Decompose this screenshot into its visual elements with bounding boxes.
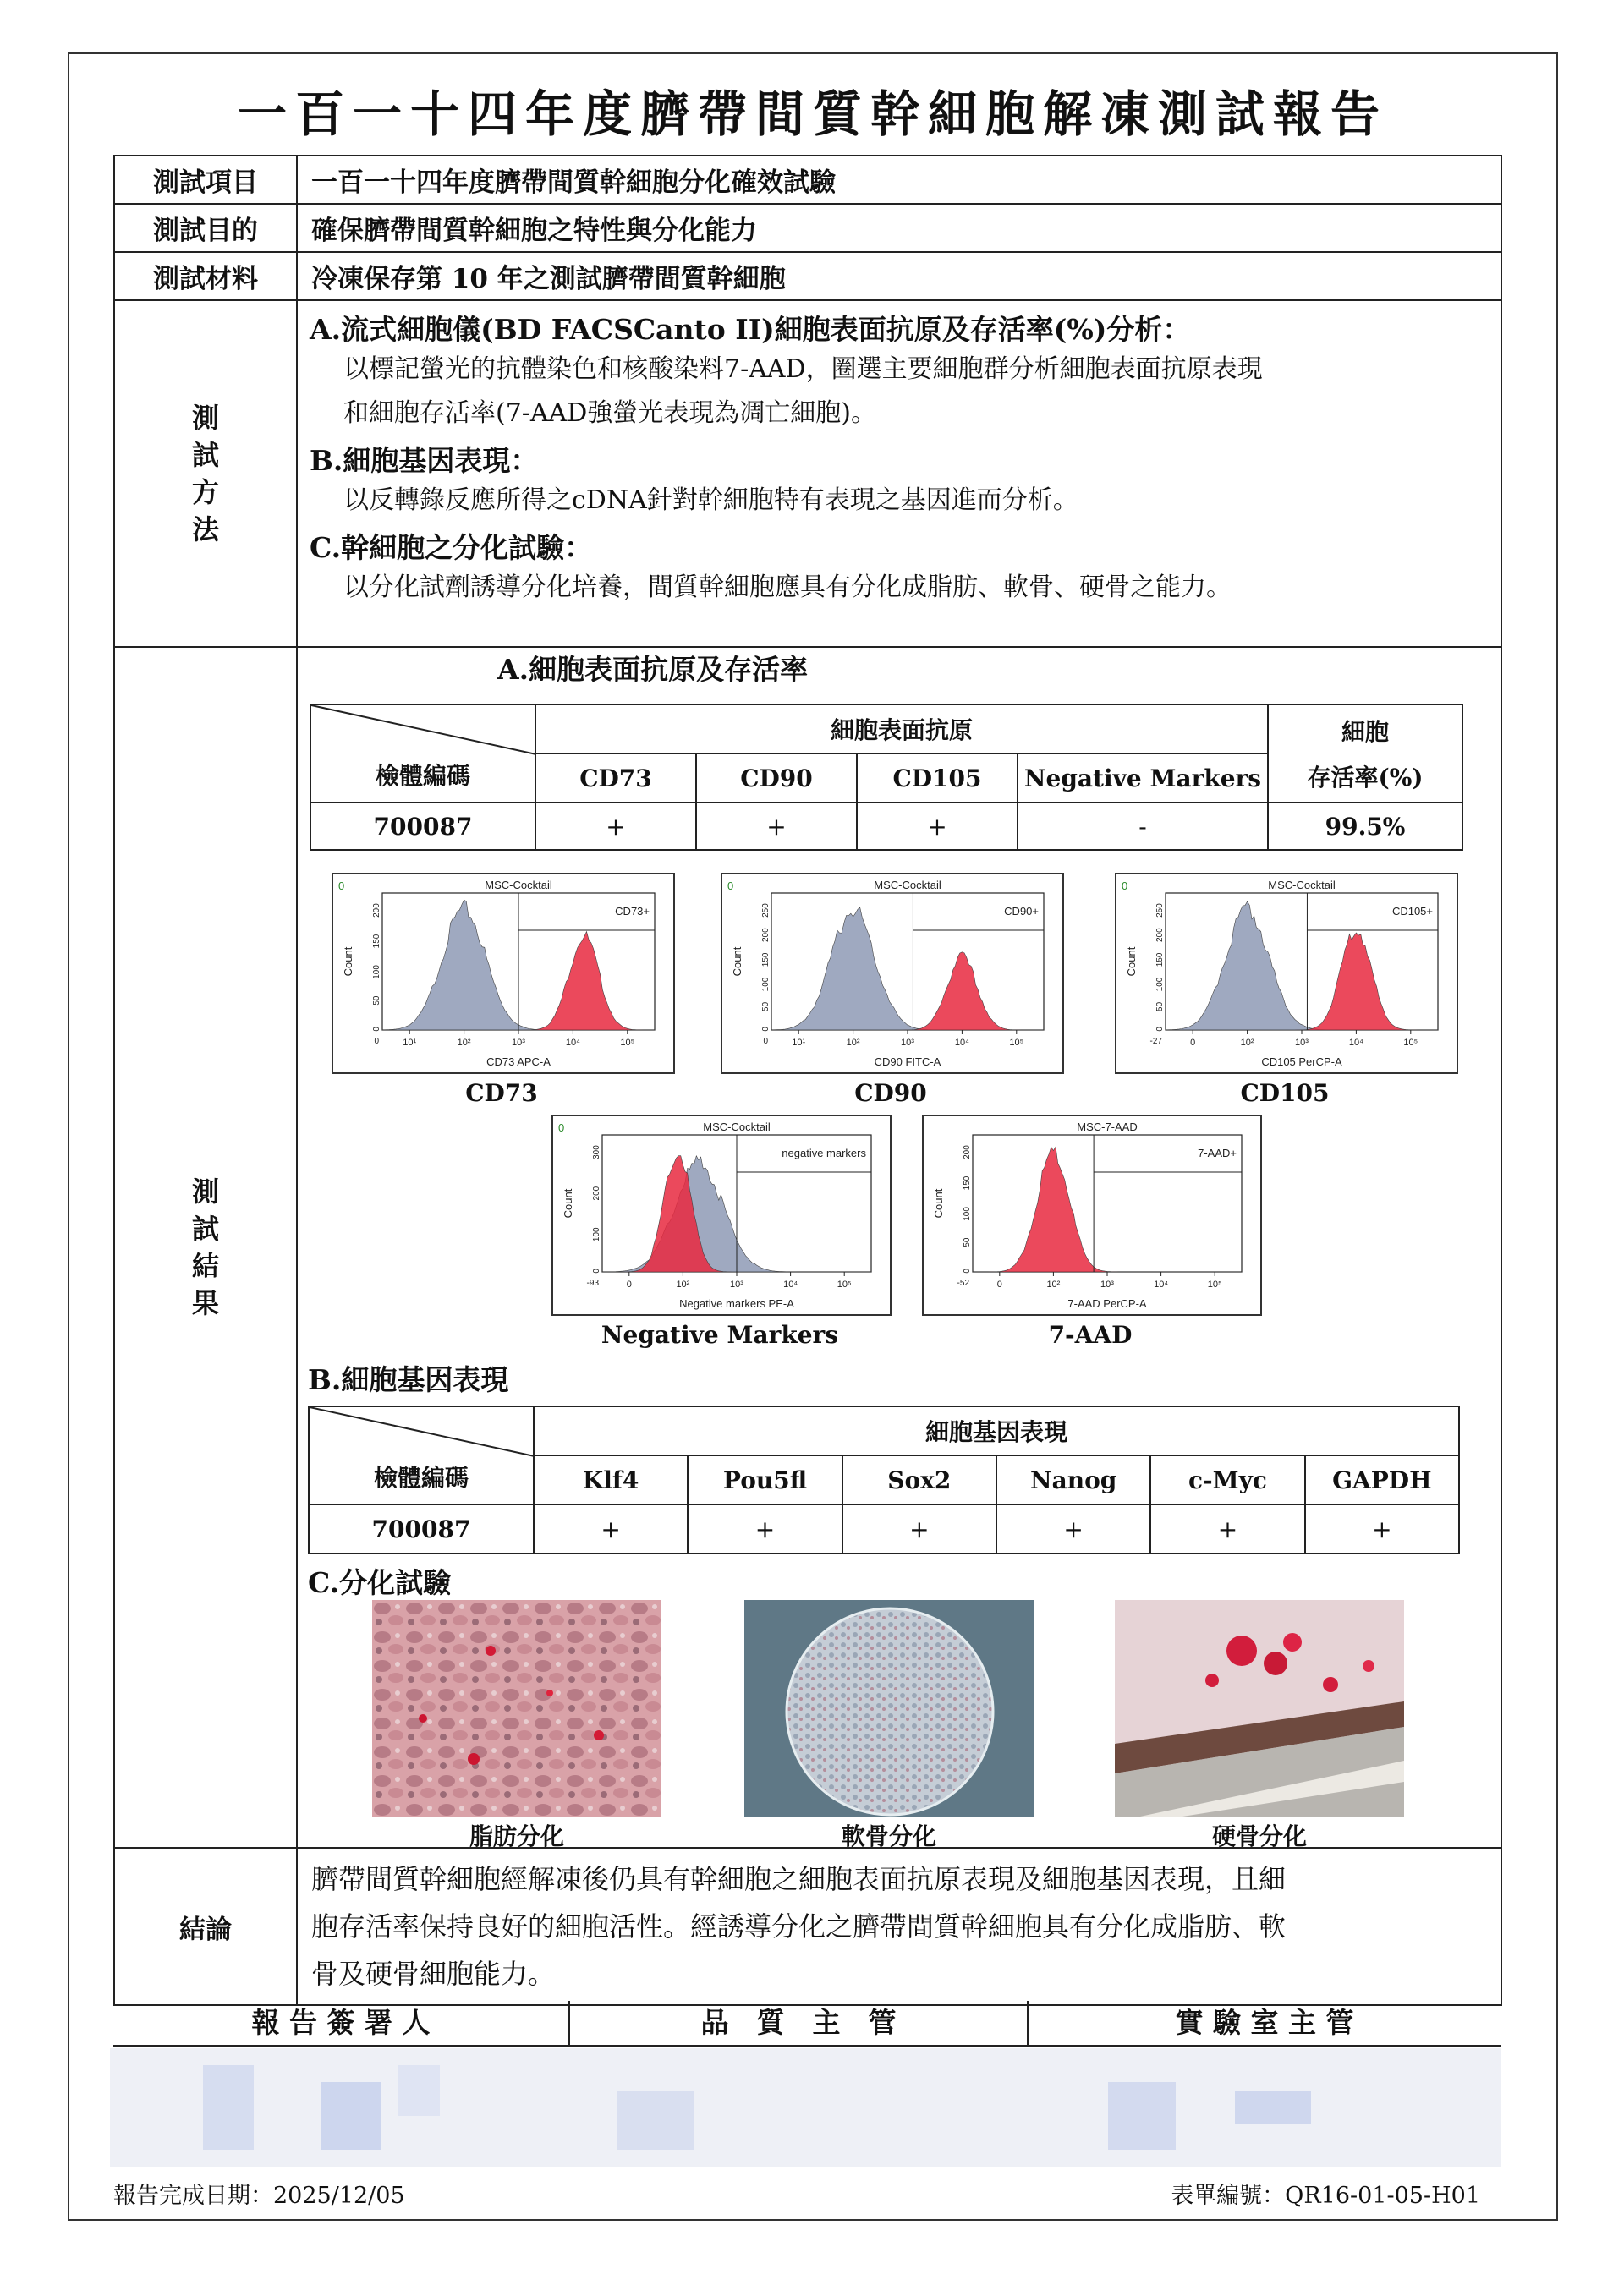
surface-group-header: 細胞表面抗原 — [535, 704, 1268, 753]
method-c-title: C.幹細胞之分化試驗： — [310, 531, 593, 564]
adipogenic-caption: 脂肪分化 — [469, 1822, 564, 1850]
surface-val-cd73: + — [535, 803, 696, 850]
histogram-svg — [553, 1116, 890, 1314]
conclusion-line-2: 胞存活率保持良好的細胞活性。經誘導分化之臍帶間質幹細胞具有分化成脂肪、軟 — [311, 1910, 1287, 1943]
report-title: 一百一十四年度臍帶間質幹細胞解凍測試報告 — [237, 85, 1388, 143]
x-tick-label: 10¹ — [403, 1038, 417, 1048]
positive-histogram — [973, 1147, 1242, 1272]
y-tick-label: 0 — [372, 1027, 381, 1032]
method-c-text: 以分化試劑誘導分化培養，間質幹細胞應具有分化成脂肪、軟骨、硬骨之能力。 — [343, 573, 1232, 602]
x-tick-label: 10² — [846, 1038, 860, 1048]
method-b-text: 以反轉錄反應所得之cDNA針對幹細胞特有表現之基因進而分析。 — [343, 485, 1078, 515]
isotype-histogram — [1166, 901, 1438, 1030]
plot-title: MSC-Cocktail — [485, 879, 552, 891]
histogram-negative-markers — [551, 1115, 892, 1316]
vertical-label-char: 果 — [191, 1287, 219, 1319]
viability-value: 99.5% — [1268, 803, 1462, 850]
corner-label: 0 — [338, 879, 345, 892]
viability-header — [1268, 704, 1462, 803]
vertical-label-char: 結 — [191, 1250, 219, 1282]
histogram-7-aad — [922, 1115, 1262, 1316]
redacted-signatures — [110, 2048, 1501, 2167]
gate-label: CD90+ — [1004, 905, 1039, 918]
plot-caption: CD105 — [1240, 1079, 1330, 1107]
y-tick-label: 200 — [1155, 928, 1165, 943]
gene-col-sox2: Sox2 — [842, 1455, 996, 1504]
surface-col-negative: Negative Markers — [1018, 753, 1268, 803]
y-tick-label: 50 — [963, 1237, 972, 1247]
gene-id-header: 檢體編碼 — [373, 1464, 469, 1492]
x-tick-label: 10³ — [730, 1280, 743, 1290]
test-item-value: 一百一十四年度臍帶間質幹細胞分化確效試驗 — [297, 156, 1501, 204]
redaction-block — [1108, 2082, 1176, 2150]
adipogenic-image — [372, 1600, 661, 1817]
surface-col-cd105: CD105 — [857, 753, 1018, 803]
y-tick-label: 150 — [1155, 952, 1165, 967]
histogram-svg — [1116, 874, 1457, 1072]
conclusion-line-3: 骨及硬骨細胞能力。 — [311, 1958, 556, 1990]
y-tick-label: 150 — [963, 1175, 972, 1191]
x-tick-label: 10² — [457, 1038, 471, 1048]
gene-val-pou5fl: + — [688, 1504, 842, 1553]
x-axis-label: CD105 PerCP-A — [1261, 1055, 1342, 1068]
test-material-value: 冷凍保存第 10 年之測試臍帶間質幹細胞 — [297, 252, 1501, 300]
surface-col-cd90: CD90 — [696, 753, 857, 803]
report-date: 報告完成日期：2025/12/05 — [113, 2183, 405, 2209]
results-label — [115, 1173, 296, 1322]
surface-val-cd90: + — [696, 803, 857, 850]
redaction-block — [617, 2091, 694, 2150]
test-purpose-label: 測試目的 — [114, 204, 297, 252]
vertical-label-char: 方 — [191, 476, 219, 508]
results-label-cell — [114, 647, 297, 1848]
gate-label: negative markers — [782, 1147, 866, 1159]
y-tick-label: 0 — [1155, 1027, 1165, 1032]
x-tick-label: 10⁴ — [1348, 1038, 1363, 1048]
method-label — [115, 399, 296, 548]
surface-val-cd105: + — [857, 803, 1018, 850]
y-tick-label: 150 — [372, 934, 381, 949]
redaction-block — [321, 2082, 381, 2150]
gene-col-klf4: Klf4 — [534, 1455, 688, 1504]
x-tick-label: 10⁵ — [1403, 1038, 1418, 1048]
x-tick-label: 10³ — [1295, 1038, 1309, 1048]
gene-col-pou5fl: Pou5fl — [688, 1455, 842, 1504]
x-min-label: -93 — [586, 1279, 599, 1288]
gene-diag-header — [309, 1406, 534, 1504]
plot-caption: Negative Markers — [601, 1321, 839, 1349]
surface-sample-id: 700087 — [310, 803, 535, 850]
plot-title: MSC-Cocktail — [874, 879, 941, 891]
x-min-label: 0 — [763, 1037, 768, 1046]
gate-label: CD105+ — [1391, 905, 1433, 918]
adipogenic-micrograph — [372, 1600, 661, 1817]
gene-val-klf4: + — [534, 1504, 688, 1553]
y-tick-label: 300 — [592, 1145, 601, 1159]
gene-col-nanog: Nanog — [996, 1455, 1150, 1504]
x-tick-label: 10³ — [512, 1038, 525, 1048]
y-tick-label: 100 — [1155, 977, 1165, 992]
conclusion-label: 結論 — [114, 1848, 297, 2005]
x-tick-label: 10² — [1240, 1038, 1254, 1048]
plot-title: MSC-Cocktail — [703, 1121, 771, 1133]
x-tick-label: 0 — [1190, 1038, 1196, 1048]
results-a-title: A.細胞表面抗原及存活率 — [497, 653, 809, 686]
x-axis-label: CD73 APC-A — [486, 1055, 551, 1068]
x-tick-label: 0 — [996, 1280, 1002, 1290]
y-tick-label: 50 — [372, 995, 381, 1006]
conclusion-content — [297, 1848, 1501, 2005]
conclusion-line-1: 臍帶間質幹細胞經解凍後仍具有幹細胞之細胞表面抗原表現及細胞基因表現，且細 — [311, 1863, 1287, 1895]
gene-table — [308, 1406, 1460, 1554]
gene-val-cmyc: + — [1150, 1504, 1304, 1553]
surface-diag-header — [310, 704, 535, 803]
vertical-label-char: 試 — [191, 439, 219, 471]
results-b-title: B.細胞基因表現 — [308, 1363, 509, 1396]
y-axis-label: Count — [342, 946, 354, 977]
histogram-svg — [722, 874, 1062, 1072]
viability-header-1: 細胞 — [1341, 718, 1390, 746]
plot-caption: 7-AAD — [1048, 1321, 1133, 1349]
x-min-label: -27 — [1149, 1037, 1162, 1046]
histogram-cd73 — [332, 873, 675, 1074]
quality-manager-header: 品 質 主 管 — [570, 2001, 1029, 2045]
y-tick-label: 50 — [1155, 1001, 1165, 1011]
test-material-label: 測試材料 — [114, 252, 297, 300]
method-label-cell — [114, 300, 297, 647]
x-tick-label: 10⁵ — [620, 1038, 635, 1048]
osteogenic-micrograph — [1115, 1600, 1404, 1817]
y-tick-label: 100 — [592, 1227, 601, 1242]
y-tick-label: 200 — [963, 1145, 972, 1159]
corner-label: 0 — [727, 879, 734, 892]
chondrogenic-micrograph — [744, 1600, 1034, 1817]
redaction-block — [398, 2065, 440, 2116]
x-tick-label: 10⁴ — [565, 1038, 580, 1048]
surface-antigen-table — [310, 704, 1463, 851]
viability-header-2: 存活率(%) — [1307, 764, 1424, 792]
method-a-title: A.流式細胞儀(BD FACSCanto II)細胞表面抗原及存活率(%)分析： — [310, 313, 1191, 346]
y-axis-label: Count — [731, 946, 743, 977]
gene-group-header: 細胞基因表現 — [534, 1406, 1459, 1455]
vertical-label-char: 法 — [191, 513, 219, 545]
x-axis-label: 7-AAD PerCP-A — [1067, 1297, 1147, 1310]
y-tick-label: 200 — [592, 1186, 601, 1201]
x-tick-label: 0 — [626, 1280, 632, 1290]
test-item-label: 測試項目 — [114, 156, 297, 204]
x-tick-label: 10⁵ — [837, 1280, 852, 1290]
x-tick-label: 10¹ — [792, 1038, 806, 1048]
corner-label: 0 — [1122, 879, 1128, 892]
gene-val-gapdh: + — [1305, 1504, 1459, 1553]
method-a-text-1: 以標記螢光的抗體染色和核酸染料7-AAD，圈選主要細胞群分析細胞表面抗原表現 — [343, 354, 1263, 384]
surface-val-negative: - — [1018, 803, 1268, 850]
vertical-label-char: 試 — [191, 1213, 219, 1245]
y-tick-label: 150 — [761, 952, 771, 967]
surface-id-header: 檢體編碼 — [375, 762, 470, 790]
y-tick-label: 250 — [761, 903, 771, 918]
x-tick-label: 10² — [1046, 1280, 1061, 1290]
x-axis-label: CD90 FITC-A — [874, 1055, 941, 1068]
plot-caption: CD90 — [854, 1079, 927, 1107]
method-content — [297, 300, 1501, 647]
vertical-label-char: 測 — [191, 402, 219, 434]
chondrogenic-caption: 軟骨分化 — [841, 1822, 936, 1850]
y-tick-label: 0 — [592, 1269, 601, 1274]
corner-label: 0 — [558, 1121, 565, 1134]
chondrogenic-image — [744, 1600, 1034, 1817]
histogram-svg — [333, 874, 673, 1072]
y-axis-label: Count — [932, 1188, 945, 1219]
x-tick-label: 10⁵ — [1009, 1038, 1024, 1048]
x-axis-label: Negative markers PE-A — [679, 1297, 794, 1310]
gene-val-sox2: + — [842, 1504, 996, 1553]
x-tick-label: 10⁴ — [954, 1038, 969, 1048]
x-min-label: -52 — [957, 1279, 969, 1288]
report-signer-header: 報 告 簽 署 人 — [113, 2001, 570, 2045]
osteogenic-caption: 硬骨分化 — [1211, 1822, 1307, 1850]
gate-label: 7-AAD+ — [1198, 1147, 1237, 1159]
plot-title: MSC-Cocktail — [1268, 879, 1336, 891]
gene-sample-id: 700087 — [309, 1504, 534, 1553]
y-tick-label: 0 — [761, 1027, 771, 1032]
x-tick-label: 10² — [676, 1280, 690, 1290]
histogram-cd90 — [721, 873, 1064, 1074]
isotype-histogram — [771, 907, 1044, 1030]
x-tick-label: 10³ — [901, 1038, 914, 1048]
gene-col-gapdh: GAPDH — [1305, 1455, 1459, 1504]
plot-title: MSC-7-AAD — [1077, 1121, 1138, 1133]
y-tick-label: 100 — [372, 965, 381, 979]
x-tick-label: 10⁴ — [1154, 1280, 1169, 1290]
y-tick-label: 50 — [761, 1001, 771, 1011]
vertical-label-char: 測 — [191, 1175, 219, 1208]
x-min-label: 0 — [374, 1037, 379, 1046]
y-axis-label: Count — [562, 1188, 574, 1219]
method-a-text-2: 和細胞存活率(7-AAD強螢光表現為凋亡細胞)。 — [343, 398, 877, 428]
x-tick-label: 10³ — [1100, 1280, 1114, 1290]
y-tick-label: 200 — [761, 928, 771, 943]
method-b-title: B.細胞基因表現： — [310, 444, 539, 477]
redaction-block — [1235, 2091, 1311, 2124]
y-tick-label: 200 — [372, 903, 381, 918]
gene-col-cmyc: c-Myc — [1150, 1455, 1304, 1504]
osteogenic-image — [1115, 1600, 1404, 1817]
test-purpose-value: 確保臍帶間質幹細胞之特性與分化能力 — [297, 204, 1501, 252]
surface-col-cd73: CD73 — [535, 753, 696, 803]
signature-header — [113, 2001, 1501, 2047]
form-number: 表單編號：QR16-01-05-H01 — [1171, 2183, 1480, 2209]
histogram-cd105 — [1115, 873, 1458, 1074]
y-axis-label: Count — [1125, 946, 1138, 977]
results-c-title: C.分化試驗 — [308, 1566, 452, 1599]
lab-manager-header: 實 驗 室 主 管 — [1175, 2006, 1354, 2039]
histogram-svg — [924, 1116, 1260, 1314]
redaction-block — [203, 2065, 254, 2150]
gate-label: CD73+ — [615, 905, 650, 918]
gene-val-nanog: + — [996, 1504, 1150, 1553]
y-tick-label: 0 — [963, 1269, 972, 1274]
y-tick-label: 250 — [1155, 903, 1165, 918]
y-tick-label: 100 — [963, 1207, 972, 1221]
plot-caption: CD73 — [465, 1079, 538, 1107]
y-tick-label: 100 — [761, 977, 771, 992]
x-tick-label: 10⁴ — [783, 1280, 798, 1290]
x-tick-label: 10⁵ — [1207, 1280, 1222, 1290]
